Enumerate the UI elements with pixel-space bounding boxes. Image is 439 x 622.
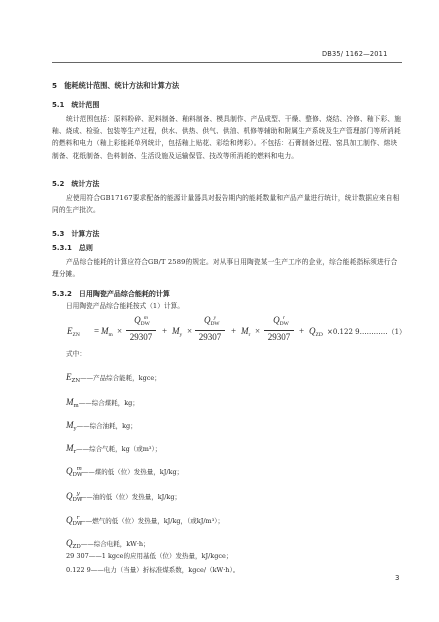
formula-lhs: $E_{ZN}$: [67, 326, 80, 338]
definition-text: ——综合油耗，kg；: [76, 422, 137, 430]
formula-den-1: 29307: [129, 332, 153, 342]
definition-symbol: M: [66, 420, 74, 430]
formula-num-1: $Q_{DW}^m$: [134, 315, 150, 327]
formula-num-3: $Q_{DW}^r$: [273, 315, 289, 327]
formula-times-3: ×: [255, 326, 261, 336]
formula-plus-2: +: [231, 326, 237, 336]
definition-symbol: E: [66, 372, 72, 382]
definition-text: ——产品综合能耗，kgce；: [80, 374, 161, 382]
formula-term-qzd: $Q_{ZD}$: [309, 326, 323, 338]
formula-plus-3: +: [299, 326, 305, 336]
definition-superscript: m: [76, 466, 82, 472]
formula-equals: =: [94, 326, 100, 336]
definition-symbol: Q: [66, 466, 73, 476]
section-5-3-2-heading: 5.3.2 日用陶瓷产品综合能耗的计算: [52, 290, 170, 298]
definition-subscript: ZD: [72, 544, 81, 550]
section-5-3-heading: 5.3 计算方法: [52, 230, 100, 238]
section-5-heading: 5 能耗统计范围、统计方法和计算方法: [52, 81, 180, 90]
definition-subscript: ZN: [71, 378, 81, 384]
formula-den-2: 29307: [198, 332, 222, 342]
fraction-bar-1: [126, 330, 156, 331]
definition-text: ——综合煤耗，kg；: [78, 399, 139, 407]
document-code: DB35/ 1162—2011: [322, 50, 388, 58]
definition-row: [66, 390, 139, 409]
definition-row: [66, 365, 161, 384]
definition-subscript: DW: [72, 521, 83, 527]
definition-row: [66, 508, 224, 527]
formula-term-my: $M_y$: [172, 326, 183, 338]
section-5-3-1-heading: 5.3.1 总则: [52, 244, 93, 252]
definition-row: [66, 459, 183, 478]
definition-text: ——燃气的低（位）发热量，kJ/kg，（或kJ/m³）；: [79, 517, 225, 525]
fraction-bar-3: [264, 330, 294, 331]
definition-row: [66, 436, 161, 455]
where-label: 式中：: [66, 350, 87, 358]
definition-row: [66, 484, 181, 503]
definition-symbol: Q: [66, 491, 73, 501]
definition-symbol: Q: [66, 515, 73, 525]
definition-symbol: M: [66, 397, 74, 407]
section-5-2-body: 应使用符合GB17167要求配备的能源计量器具对报告期内的能耗数量和产品产量进行统计，统计数据应来自相同的生产批次。: [52, 194, 400, 215]
definition-text: ——油的低（位）发热量，kJ/kg；: [79, 493, 182, 501]
definition-subscript: DW: [72, 497, 83, 503]
definition-subscript: m: [73, 403, 79, 409]
formula-times-1: ×: [117, 326, 123, 336]
definition-row: [66, 531, 150, 550]
formula-term-mr: $M_r$: [241, 326, 251, 338]
definition-subscript: r: [73, 449, 77, 455]
formula-term-mm: $M_m$: [101, 326, 113, 338]
constant-01229-definition: 0.122 9——电力（当量）折标准煤系数，kgce/（kW·h）。: [66, 566, 240, 574]
definition-superscript: y: [76, 491, 80, 497]
definition-row: [66, 413, 137, 432]
definition-text: ——综合电耗，kW·h；: [80, 540, 150, 548]
definition-superscript: r: [76, 515, 80, 521]
section-5-2-heading: 5.2 统计方法: [52, 180, 100, 188]
formula-times-2: ×: [187, 326, 193, 336]
definition-symbol: Q: [66, 538, 73, 548]
formula-den-3: 29307: [267, 332, 291, 342]
formula-intro: 日用陶瓷产品综合能耗按式（1）计算。: [66, 302, 184, 310]
fraction-bar-2: [195, 330, 225, 331]
constant-29307-definition: 29 307——1 kgce的应用基低（位）发热量，kJ/kgce；: [66, 552, 233, 560]
section-5-3-1-body: 产品综合能耗的计算应符合GB/T 2589的规定。对从事日用陶瓷某一生产工序的企业，综合能耗指标须进行合理分摊。: [52, 258, 398, 279]
formula-plus-1: +: [162, 326, 168, 336]
page-number: 3: [395, 574, 400, 582]
formula-num-2: $Q_{DW}^y$: [203, 315, 220, 327]
section-5-1-body: 统计范围包括：原料粉碎、泥料制备、釉料制备、模具制作、产品成型、干燥、整修、烧结、冷修、釉下彩、施釉、烧成、检验、包装等生产过程，供水、供热、供气、供油、机修等辅助和附属生产系统及生产管理部门等所消耗的燃料和电力（釉上彩能耗单列统计，包括釉上贴花、彩绘和烤彩）。不包括：石膏制备过程、窑具加工制作、熔块制备、花纸制备、色料制备、生活设施及运输保管、技改等所消耗的燃料和电力。: [52, 115, 402, 160]
section-5-1-heading: 5.1 统计范围: [52, 101, 100, 109]
formula-tail: ×0.122 9…………（1）: [327, 328, 407, 336]
definition-subscript: y: [73, 426, 77, 432]
header-rule: [52, 62, 402, 63]
definition-symbol: M: [66, 443, 74, 453]
definition-subscript: DW: [72, 472, 83, 478]
definition-text: ——综合气耗，kg（或m³）；: [76, 445, 162, 453]
definition-text: ——煤的低（位）发热量，kJ/kg；: [81, 468, 184, 476]
